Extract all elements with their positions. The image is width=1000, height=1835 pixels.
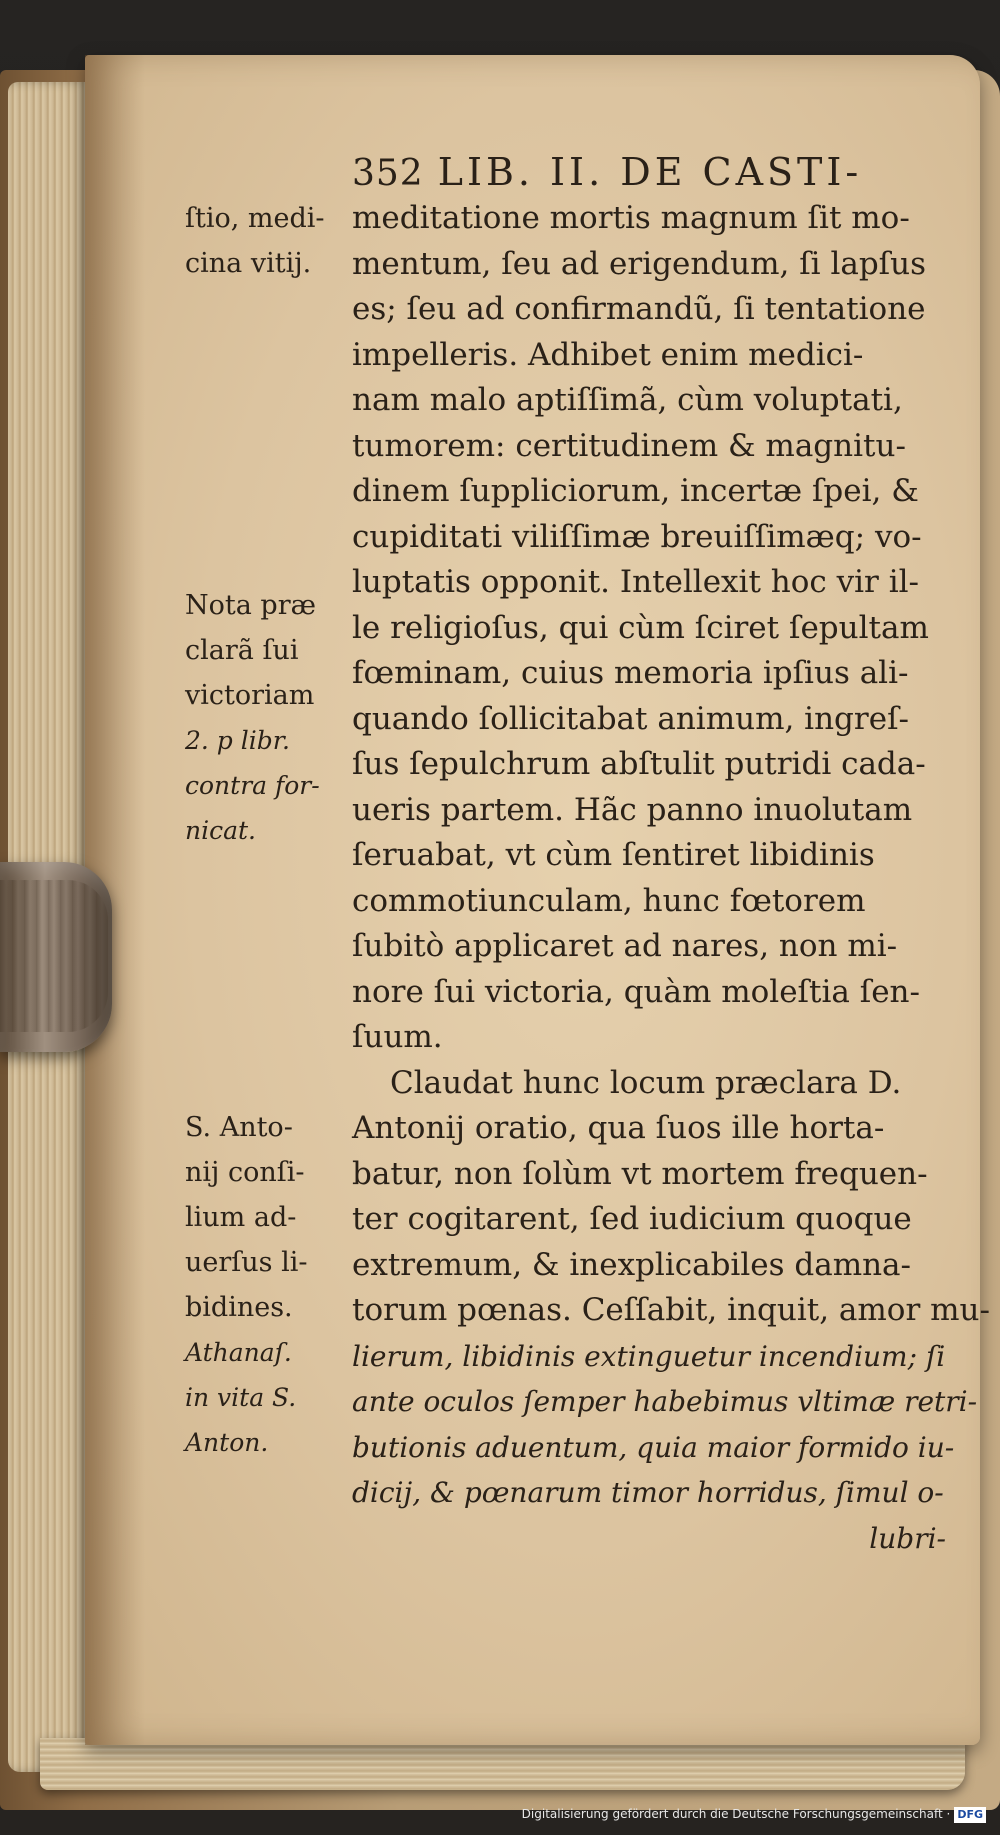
text-line: ſuum. <box>352 1019 443 1055</box>
margin-line: S. Anto- <box>185 1112 293 1143</box>
main-text-block <box>352 196 990 1561</box>
dfg-logo: DFG <box>954 1807 986 1823</box>
margin-line: uerſus li- <box>185 1247 308 1278</box>
text-line: fœminam, cuius memoria ipſius ali- <box>352 655 909 691</box>
margin-note-1 <box>185 196 347 286</box>
text-line: batur, non ſolùm vt mortem frequen- <box>352 1155 928 1192</box>
text-line: Antonij oratio, qua ſuos ille horta- <box>352 1110 885 1146</box>
text-line: ſubitò applicaret ad nares, non mi- <box>352 928 898 964</box>
margin-line: clarã ſui <box>185 635 299 666</box>
text-line: nam malo aptiſſimã, cùm voluptati, <box>352 382 903 418</box>
margin-line: nicat. <box>185 816 256 845</box>
italic-quote-line: lierum, libidinis extinguetur incendium; ſi <box>352 1339 946 1373</box>
margin-line: Anton. <box>185 1428 269 1457</box>
page-number: 352 <box>352 153 424 194</box>
margin-line: in vita S. <box>185 1383 297 1412</box>
text-line: torum pœnas. Ceſſabit, inquit, amor mu- <box>352 1292 990 1328</box>
margin-line: 2. p libr. <box>185 726 290 755</box>
text-line: le religioſus, qui cùm ſciret ſepultam <box>352 609 929 646</box>
clasp-texture <box>0 880 108 1032</box>
margin-line: victoriam <box>185 680 315 711</box>
text-line: luptatis opponit. Intellexit hoc vir il- <box>352 564 920 600</box>
text-line: Claudat hunc locum præclara D. <box>390 1064 902 1101</box>
catchword: lubri- <box>869 1521 946 1555</box>
margin-line: contra for- <box>185 771 320 800</box>
margin-line: nij conſi- <box>185 1157 305 1188</box>
page-edges-bottom <box>40 1738 965 1790</box>
margin-line: Athanaſ. <box>185 1338 292 1367</box>
text-line: ſeruabat, vt cùm ſentiret libidinis <box>352 837 875 873</box>
margin-line: Nota præ <box>185 590 316 621</box>
text-line: mentum, ſeu ad erigendum, ſi lapſus <box>352 245 927 282</box>
text-line: es; ſeu ad confirmandũ, ſi tentatione <box>352 291 926 327</box>
text-line: cupiditati viliſſimæ breuiſſimæq; vo- <box>352 518 922 555</box>
text-line: meditatione mortis magnum ſit mo- <box>352 200 910 236</box>
margin-note-3 <box>185 1105 347 1465</box>
margin-line: bidines. <box>185 1292 293 1323</box>
margin-line: lium ad- <box>185 1202 297 1233</box>
running-head <box>352 150 862 202</box>
text-line: quando ſollicitabat animum, ingreſ- <box>352 700 910 737</box>
paragraph-1 <box>352 196 952 1061</box>
italic-quote-line: ante oculos ſemper habebimus vltimæ retri- <box>352 1385 978 1418</box>
text-line: dinem ſuppliciorum, incertæ ſpei, & <box>352 473 919 509</box>
margin-line: cina vitij. <box>185 248 312 279</box>
italic-quote-line: butionis aduentum, quia maior formido iu- <box>352 1430 955 1464</box>
text-line: ueris partem. Hãc panno inuolutam <box>352 791 913 828</box>
text-line: ſus ſepulchrum abſtulit putridi cada- <box>352 746 926 782</box>
margin-note-2 <box>185 583 347 853</box>
text-line: commotiunculam, hunc fœtorem <box>352 882 866 919</box>
text-line: extremum, & inexplicabiles damna- <box>352 1246 912 1283</box>
paragraph-2 <box>352 1061 990 1516</box>
text-line: ter cogitarent, ſed iudicium quoque <box>352 1201 912 1237</box>
running-head-title: LIB. II. DE CASTI- <box>437 150 863 194</box>
text-line: impelleris. Adhibet enim medici- <box>352 336 864 373</box>
text-line: nore ſui victoria, quàm moleſtia ſen- <box>352 973 920 1010</box>
margin-line: ſtio, medi- <box>185 203 325 234</box>
text-line: tumorem: certitudinem & magnitu- <box>352 427 906 464</box>
credit-text: Digitalisierung gefördert durch die Deutsche Forschungsgemeinschaft · <box>521 1807 951 1821</box>
italic-quote-line: dicij, & pœnarum timor horridus, ſimul o- <box>352 1476 944 1509</box>
digitization-credit <box>522 1803 986 1825</box>
